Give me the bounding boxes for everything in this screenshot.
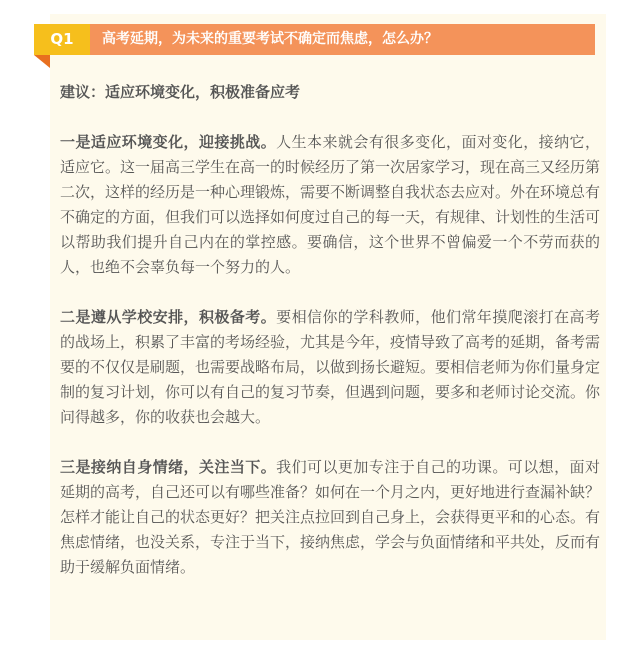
- question-number-badge: Q1: [34, 24, 90, 55]
- question-header: [34, 24, 595, 55]
- paragraph-body: 要相信你的学科教师，他们常年摸爬滚打在高考的战场上，积累了丰富的考场经验，尤其是今年，疫情导致了高考的延期，备考需要的不仅仅是刷题，也需要战略布局，以做到扬长避短。要相信老师为你们量身定制的复习计划，你可以有自己的复习节奏，但遇到问题，要多和老师讨论交流。你问得越多，你的收获也会越大。: [60, 308, 601, 426]
- paragraph-lead: 一是适应环境变化，迎接挑战。: [60, 133, 277, 151]
- paragraph-emotion: [60, 455, 600, 580]
- question-title: 高考延期，为未来的重要考试不确定而焦虑，怎么办？: [90, 24, 595, 55]
- suggestion-heading: 建议：适应环境变化，积极准备应考: [60, 83, 301, 101]
- paragraph-body: 我们可以更加专注于自己的功课。可以想，面对延期的高考，自己还可以有哪些准备？如何在一个月之内，更好地进行查漏补缺？怎样才能让自己的状态更好？把关注点拉回到自己身上，会获得更平和的心态。有焦虑情绪，也没关系，专注于当下，接纳焦虑，学会与负面情绪和平共处，反而有助于缓解负面情绪。: [60, 458, 601, 576]
- paragraph-school: [60, 305, 600, 430]
- answer-content: [60, 80, 600, 605]
- paragraph-adapt: [60, 130, 600, 280]
- paragraph-lead: 三是接纳自身情绪，关注当下。: [60, 458, 277, 476]
- paragraph-body: 人生本来就会有很多变化，面对变化，接纳它，适应它。这一届高三学生在高一的时候经历了第一次居家学习，现在高三又经历第二次，这样的经历是一种心理锻炼，需要不断调整自我状态去应对。外在环境总有不确定的方面，但我们可以选择如何度过自己的每一天，有规律、计划性的生活可以帮助我们提升自己内在的掌控感。要确信，这个世界不曾偏爱一个不劳而获的人，也绝不会辜负每一个努力的人。: [60, 133, 601, 276]
- paragraph-lead: 二是遵从学校安排，积极备考。: [60, 308, 277, 326]
- ribbon-fold-decoration: [34, 55, 50, 68]
